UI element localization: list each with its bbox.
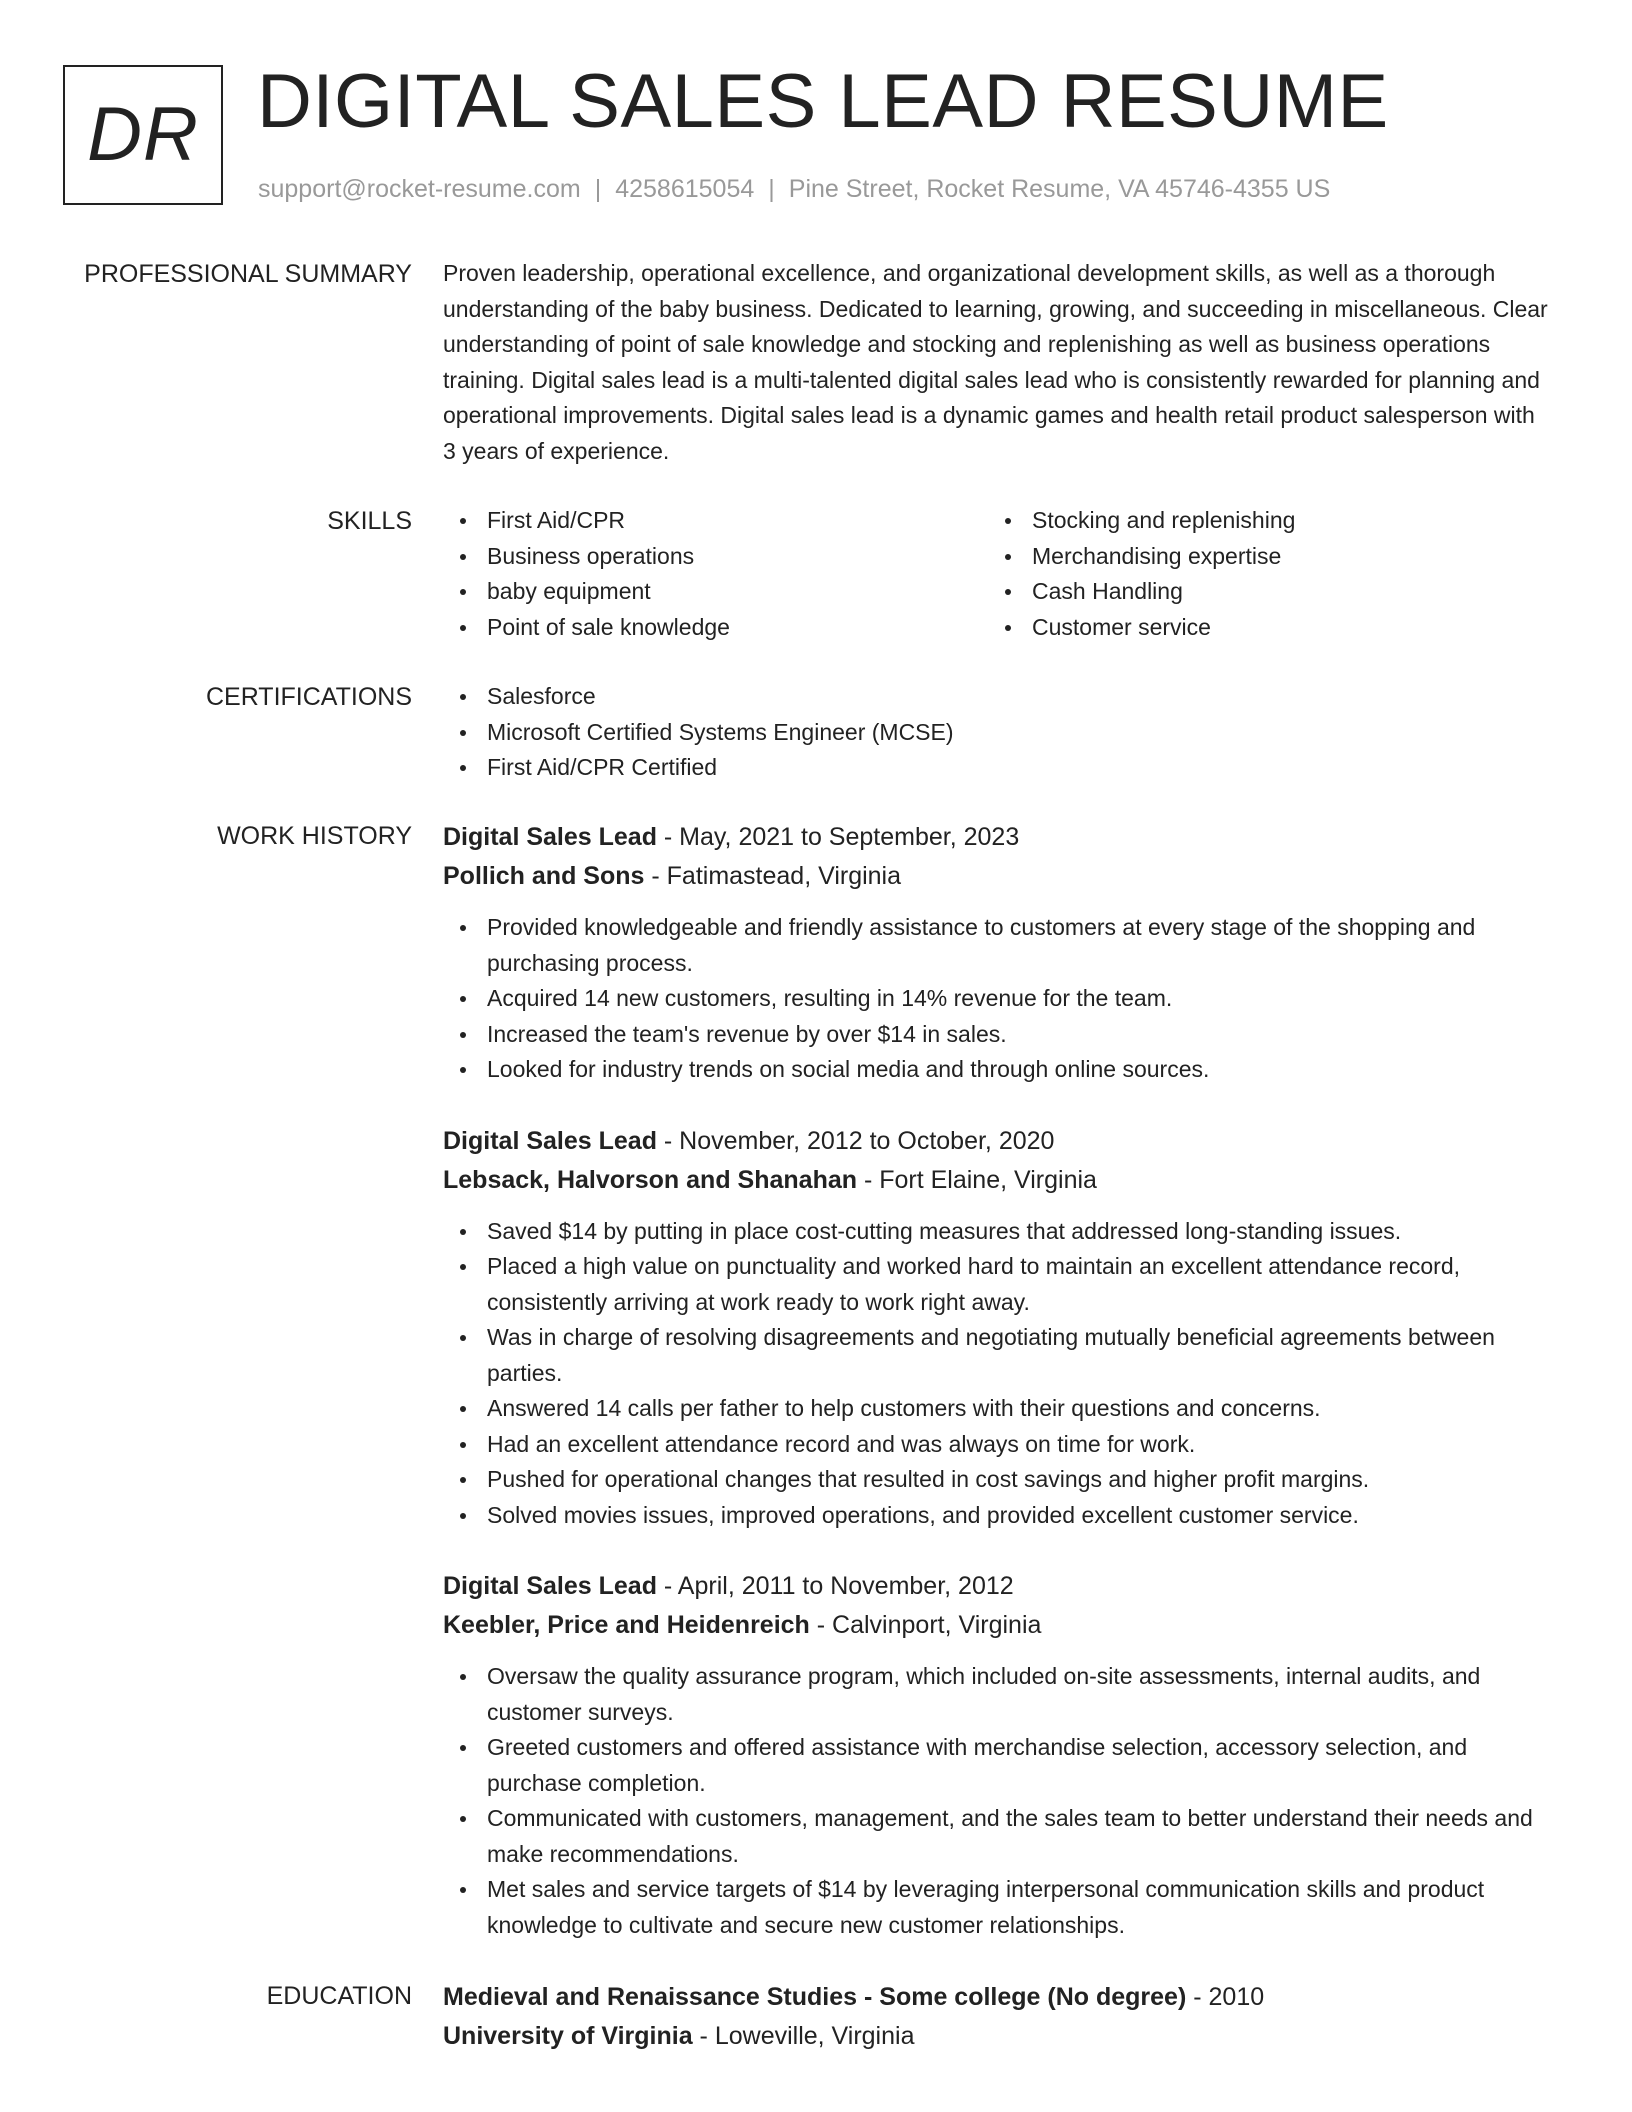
job-role: Digital Sales Lead (443, 823, 657, 851)
list-item: Pushed for operational changes that resulted in cost savings and higher profit margins. (443, 1462, 1551, 1498)
job-location: - Calvinport, Virginia (809, 1611, 1042, 1639)
job-location: - Fort Elaine, Virginia (857, 1165, 1097, 1194)
list-item: Answered 14 calls per father to help customers with their questions and concerns. (443, 1391, 1551, 1427)
section-body (443, 1978, 1551, 2056)
list-item: Provided knowledgeable and friendly assistance to customers at every stage of the shopping and purchasing process. (443, 910, 1551, 981)
list-item: Customer service (988, 610, 1533, 646)
list-item: Communicated with customers, management, and the sales team to better understand their needs and make recommendations. (443, 1801, 1551, 1872)
job-entry (443, 1567, 1551, 1943)
section-title: WORK HISTORY (217, 822, 412, 850)
list-item: Cash Handling (988, 574, 1533, 610)
job-bullets (443, 910, 1551, 1088)
job-dates: - May, 2021 to September, 2023 (656, 823, 1020, 851)
list-item: Stocking and replenishing (988, 503, 1533, 539)
list-item: Greeted customers and offered assistance with merchandise selection, accessory selection, and purchase completion. (443, 1730, 1551, 1801)
job-role: Digital Sales Lead (443, 1126, 657, 1155)
monogram-initials: DR (87, 92, 199, 177)
job-company-line (443, 1161, 1551, 1200)
section-body (443, 818, 1551, 1977)
list-item: baby equipment (443, 574, 988, 610)
education-location: - Loweville, Virginia (692, 2022, 915, 2050)
job-bullets (443, 1659, 1551, 1943)
list-item: Had an excellent attendance record and was always on time for work. (443, 1427, 1551, 1463)
education-school-line (443, 2017, 1551, 2056)
job-location: - Fatimastead, Virginia (644, 862, 902, 890)
job-role-line (443, 1567, 1551, 1606)
list-item: Business operations (443, 539, 988, 575)
section-title: PROFESSIONAL SUMMARY (84, 260, 412, 288)
list-item: First Aid/CPR (443, 503, 988, 539)
job-company: Keebler, Price and Heidenreich (443, 1611, 810, 1639)
contact-address: Pine Street, Rocket Resume, VA 45746-4355 US (788, 175, 1331, 203)
list-item: Looked for industry trends on social media and through online sources. (443, 1052, 1551, 1088)
list-item: Met sales and service targets of $14 by leveraging interpersonal communication skills and product knowledge to cultivate and secure new customer relationships. (443, 1872, 1551, 1943)
job-role: Digital Sales Lead (443, 1572, 657, 1600)
list-item: Oversaw the quality assurance program, which included on-site assessments, internal audits, and customer surveys. (443, 1659, 1551, 1730)
contact-separator: | (768, 175, 775, 203)
contact-line (258, 174, 1330, 204)
skills-list-right (988, 503, 1533, 645)
education-school: University of Virginia (443, 2022, 693, 2050)
job-dates: - November, 2012 to October, 2020 (656, 1126, 1055, 1155)
job-company: Pollich and Sons (443, 862, 645, 890)
section-title: CERTIFICATIONS (205, 683, 412, 711)
job-entry (443, 1122, 1551, 1534)
job-dates: - April, 2011 to November, 2012 (656, 1572, 1014, 1600)
contact-separator: | (594, 175, 602, 203)
job-company-line (443, 857, 1551, 896)
skills-grid (443, 503, 1551, 645)
contact-phone[interactable]: 4258615054 (615, 175, 755, 203)
monogram-badge (63, 65, 223, 205)
section-body (443, 679, 1551, 786)
job-role-line (443, 1122, 1551, 1161)
summary-text: Proven leadership, operational excellence, and organizational development skills, as well as a thorough understanding of the baby business. Dedicated to learning, growing, and succeeding in miscellaneous. Clear understanding of point of sale knowledge and stocking and replenishing as well as business operations training. Digital sales lead is a multi-talented digital sales lead who is consistently rewarded for planning and operational improvements. Digital sales lead is a dynamic games and health retail product salesperson with 3 years of experience. (443, 260, 1548, 464)
education-degree-line (443, 1978, 1551, 2017)
list-item: Merchandising expertise (988, 539, 1533, 575)
job-role-line (443, 818, 1551, 857)
education-year: - 2010 (1186, 1983, 1265, 2011)
section-title: EDUCATION (266, 1982, 412, 2010)
job-company-line (443, 1606, 1551, 1645)
list-item: Was in charge of resolving disagreements and negotiating mutually beneficial agreements between parties. (443, 1320, 1551, 1391)
section-body (443, 256, 1551, 469)
list-item: Salesforce (443, 679, 1551, 715)
list-item: Saved $14 by putting in place cost-cutting measures that addressed long-standing issues. (443, 1214, 1551, 1250)
resume-title: DIGITAL SALES LEAD RESUME (257, 59, 1389, 144)
list-item: Placed a high value on punctuality and worked hard to maintain an excellent attendance record, consistently arriving at work ready to work right away. (443, 1249, 1551, 1320)
list-item: Acquired 14 new customers, resulting in 14% revenue for the team. (443, 981, 1551, 1017)
education-degree: Medieval and Renaissance Studies - Some college (No degree) (443, 1983, 1187, 2011)
list-item: Increased the team's revenue by over $14 in sales. (443, 1017, 1551, 1053)
job-entry (443, 818, 1551, 1088)
list-item: Solved movies issues, improved operations, and provided excellent customer service. (443, 1498, 1551, 1534)
certifications-list (443, 679, 1551, 786)
list-item: Point of sale knowledge (443, 610, 988, 646)
list-item: Microsoft Certified Systems Engineer (MCSE) (443, 715, 1551, 751)
skills-list-left (443, 503, 988, 645)
job-bullets (443, 1214, 1551, 1534)
contact-email[interactable]: support@rocket-resume.com (258, 175, 581, 203)
list-item: First Aid/CPR Certified (443, 750, 1551, 786)
job-company: Lebsack, Halvorson and Shanahan (443, 1165, 858, 1194)
section-title: SKILLS (327, 507, 412, 535)
